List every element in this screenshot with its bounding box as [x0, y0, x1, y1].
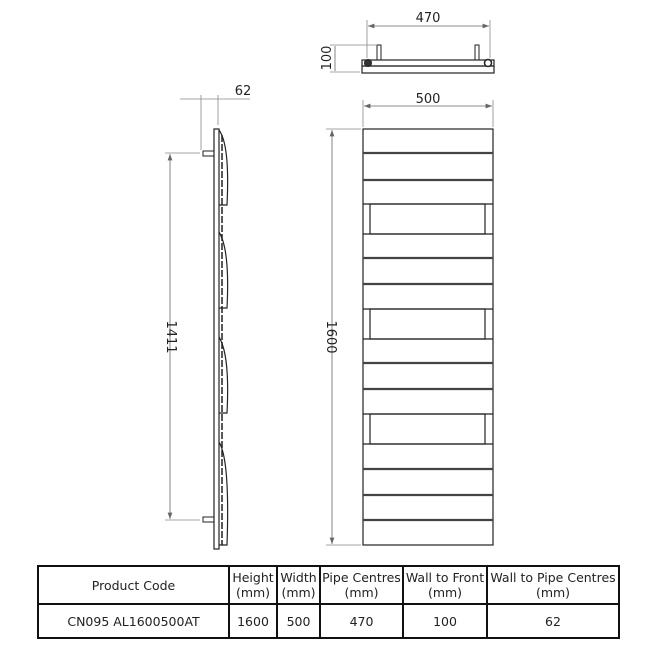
specification-table [37, 565, 620, 639]
cell-height: 1600 [229, 604, 277, 638]
cell-width: 500 [277, 604, 320, 638]
table-row [38, 604, 619, 638]
cell-product-code: CN095 AL1600500AT [38, 604, 229, 638]
dim-label-1411: 1411 [163, 320, 178, 354]
header-width: Width (mm) [277, 566, 320, 604]
top-view [330, 20, 494, 73]
dim-label-62: 62 [234, 84, 252, 99]
cell-wall-to-front: 100 [403, 604, 487, 638]
header-wall-to-pipe-centres: Wall to Pipe Centres (mm) [487, 566, 619, 604]
header-pipe-centres: Pipe Centres (mm) [320, 566, 403, 604]
cell-pipe-centres: 470 [320, 604, 403, 638]
header-product-code: Product Code [38, 566, 229, 604]
dim-label-500: 500 [415, 92, 441, 107]
cell-wall-to-pipe-centres: 62 [487, 604, 619, 638]
header-height: Height (mm) [229, 566, 277, 604]
table-header-row [38, 566, 619, 604]
dim-label-100: 100 [320, 45, 335, 71]
header-wall-to-front: Wall to Front (mm) [403, 566, 487, 604]
dim-label-470: 470 [415, 11, 441, 26]
front-view [326, 100, 493, 545]
dim-label-1600: 1600 [323, 320, 338, 354]
